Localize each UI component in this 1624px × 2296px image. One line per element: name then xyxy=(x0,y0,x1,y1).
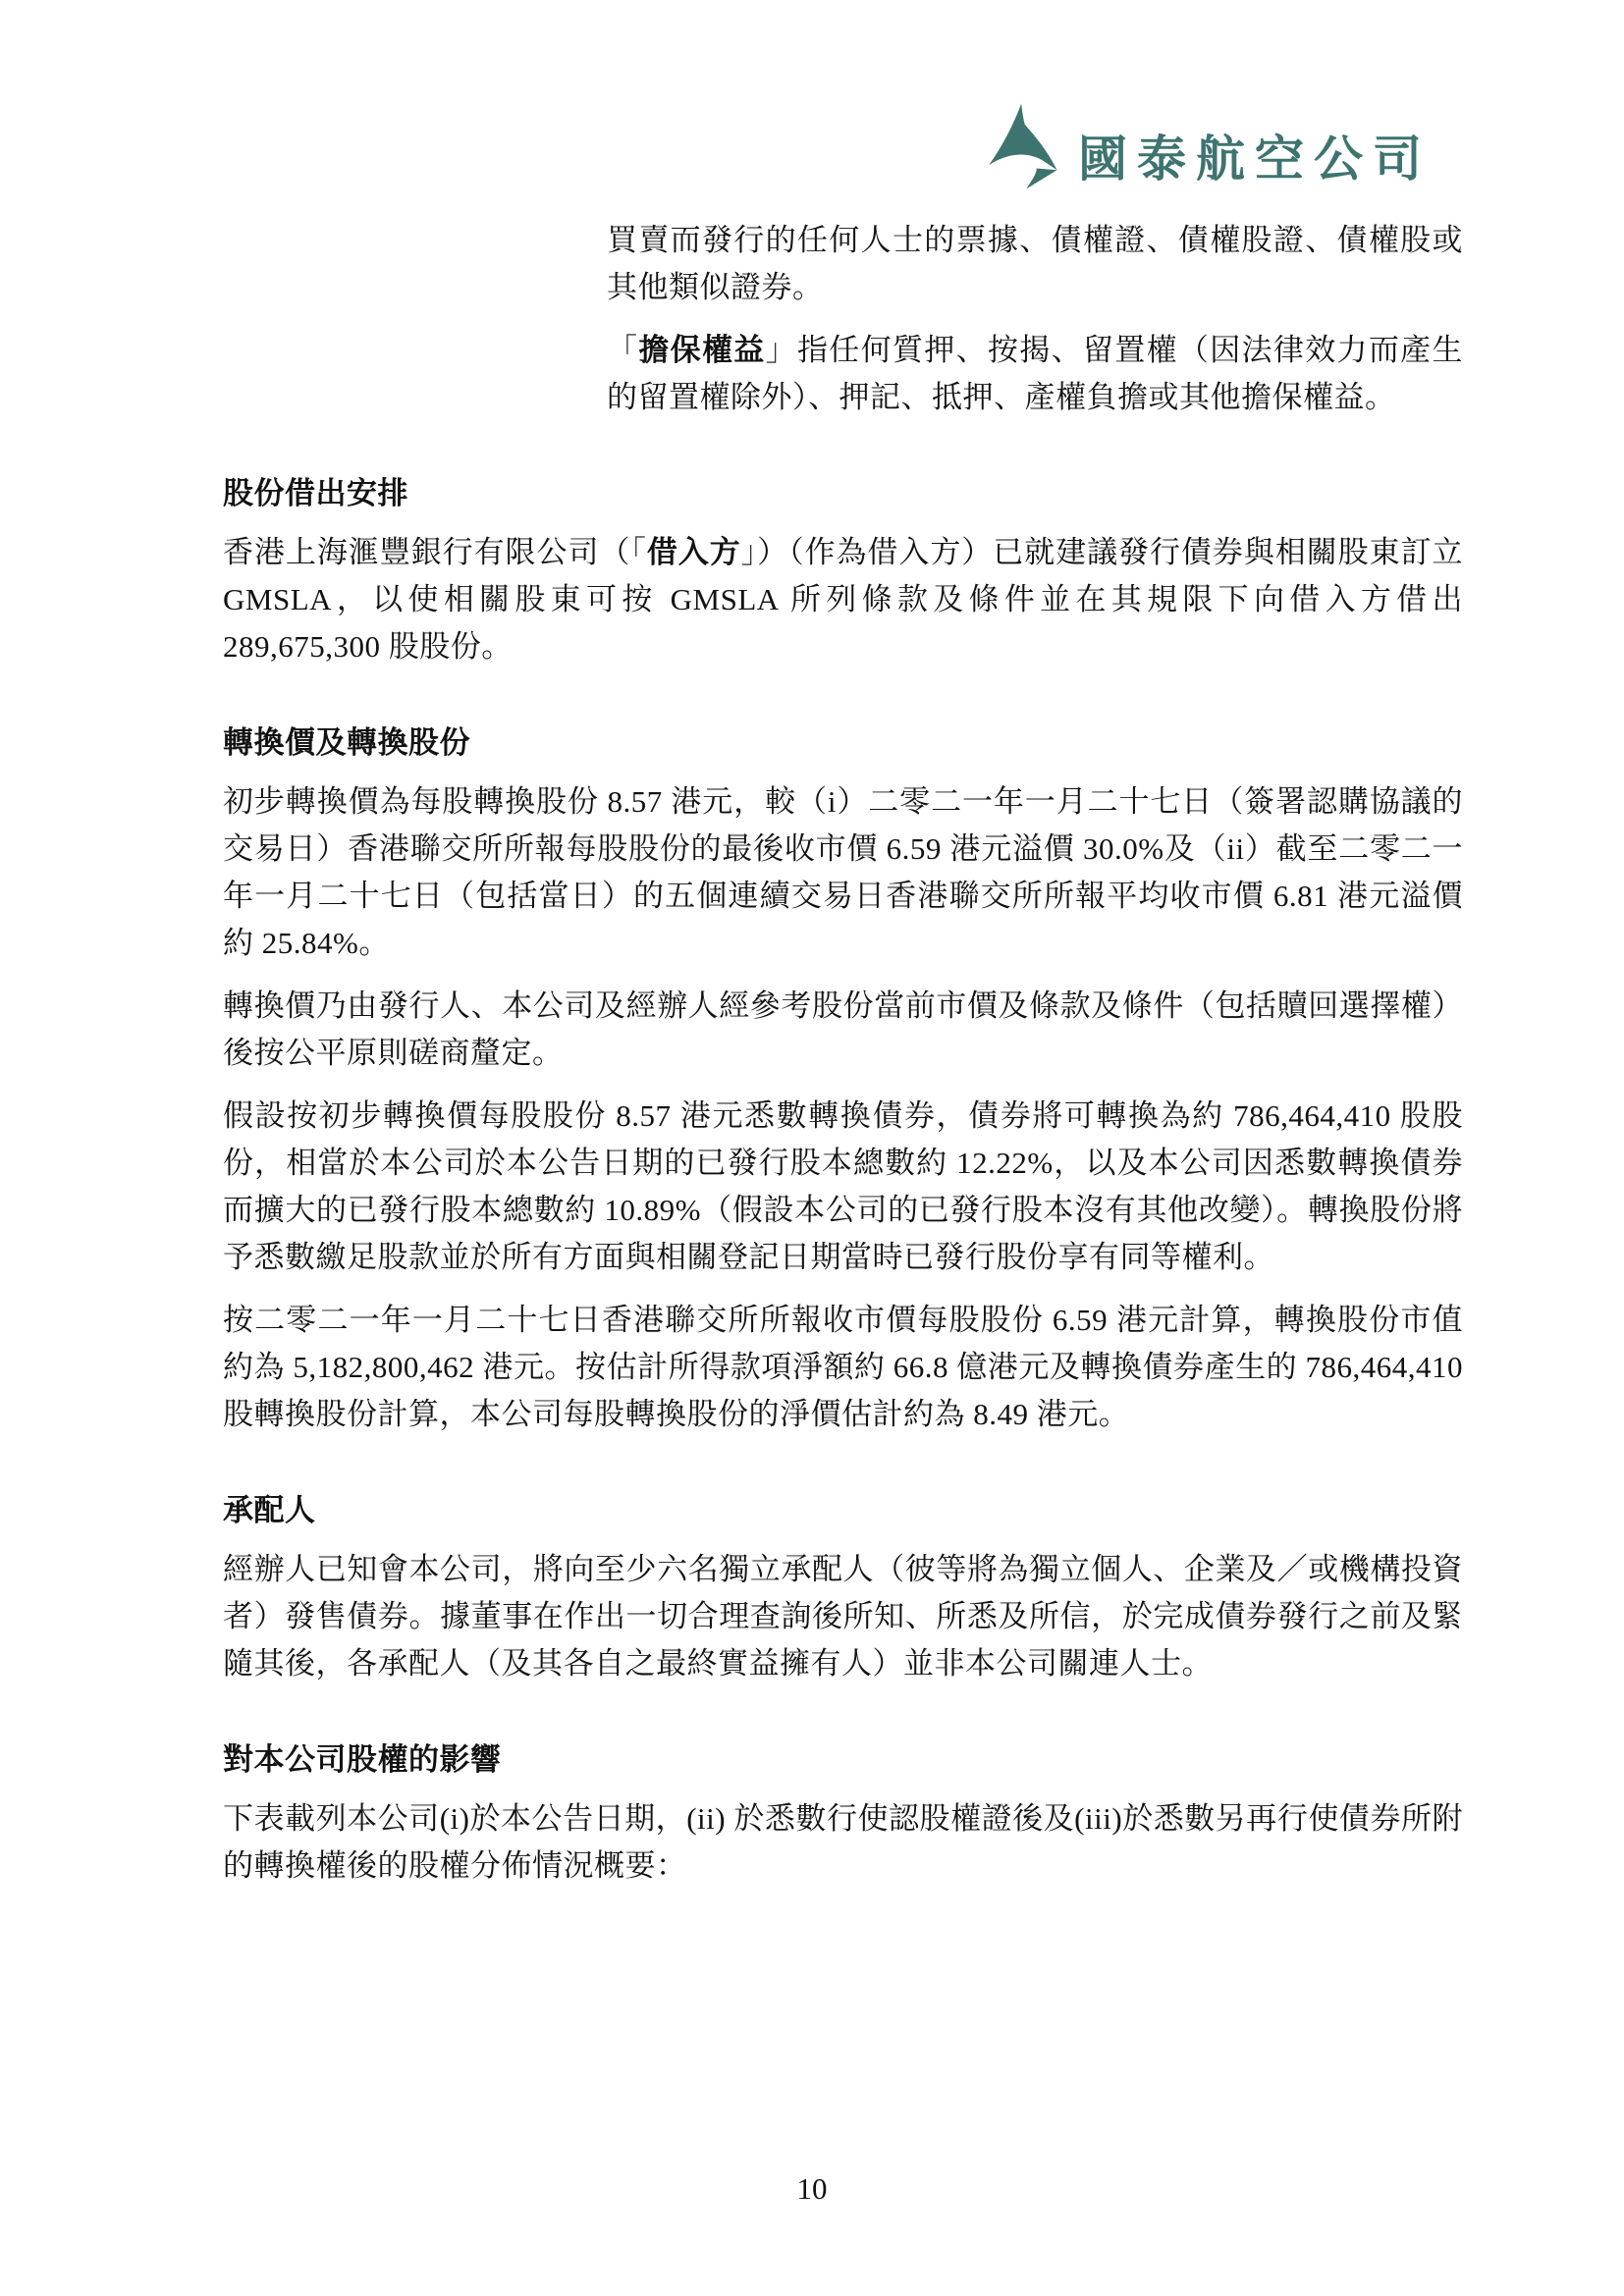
paragraph-conversion-1: 初步轉換價為每股轉換股份 8.57 港元，較（i）二零二一年一月二十七日（簽署認購協議的交易日）香港聯交所所報每股股份的最後收市價 6.59 港元溢價 30.0%及（ii）截至二零二一年一月二十七日（包括當日）的五個連續交易日香港聯交所所報平均收市價 6.81 港元溢價約 25.84%。 xyxy=(223,784,1463,960)
paragraph-conversion-2: 轉換價乃由發行人、本公司及經辦人經參考股份當前市價及條款及條件（包括贖回選擇權）後按公平原則磋商釐定。 xyxy=(223,988,1463,1070)
section-heading-share-lending: 股份借出安排 xyxy=(223,476,408,510)
company-logo xyxy=(984,103,1432,189)
text-run: 」）（作為借入方）已就建議發行債券與相關股東訂立 GMSLA，以使相關股東可按 GMSLA 所列條款及條件並在其規限下向借入方借出 289,675,300 股股份。 xyxy=(223,535,1464,664)
text-run: 」指任何質押、按揭、留置權（因法律效力而產生的留置權除外）、押記、抵押、產權負擔或其他擔保權益。 xyxy=(607,333,1464,414)
paragraph-placees: 經辦人已知會本公司，將向至少六名獨立承配人（彼等將為獨立個人、企業及／或機構投資者）發售債券。據董事在作出一切合理查詢後所知、所悉及所信，於完成債券發行之前及緊隨其後，各承配人（及其各自之最終實益擁有人）並非本公司關連人士。 xyxy=(223,1552,1463,1681)
text-run: 香港上海滙豐銀行有限公司（「 xyxy=(223,535,647,569)
brushwing-icon xyxy=(984,103,1060,189)
paragraph-conversion-3: 假設按初步轉換價每股股份 8.57 港元悉數轉換債券，債券將可轉換為約 786,464,410 股股份，相當於本公司於本公告日期的已發行股本總數約 12.22%，以及本公司因悉數轉換債券而擴大的已發行股本總數約 10.89%（假設本公司的已發行股本沒有其他改變）。轉換股份將予悉數繳足股款並於所有方面與相關登記日期當時已發行股份享有同等權利。 xyxy=(223,1098,1463,1274)
section-heading-shareholding-effect: 對本公司股權的影響 xyxy=(223,1742,502,1777)
section-heading-conversion-price: 轉換價及轉換股份 xyxy=(223,725,470,760)
text-run: 「 xyxy=(607,333,639,367)
paragraph-shareholding-effect: 下表載列本公司(i)於本公告日期，(ii) 於悉數行使認股權證後及(iii)於悉數另再行使債券所附的轉換權後的股權分佈情況概要： xyxy=(223,1801,1463,1883)
paragraph-share-lending xyxy=(223,529,1463,670)
document-body xyxy=(223,217,1463,1890)
defined-term-borrower: 借入方 xyxy=(646,535,741,569)
brand-wordmark: 國泰航空公司 xyxy=(1078,132,1432,187)
definition-paragraph-securities xyxy=(607,217,1463,311)
paragraph-conversion-4: 按二零二一年一月二十七日香港聯交所所報收市價每股股份 6.59 港元計算，轉換股份市值約為 5,182,800,462 港元。按估計所得款項淨額約 66.8 億港元及轉換債券產生的 786,464,410 股轉換股份計算，本公司每股轉換股份的淨價估計約為 8.49 港元。 xyxy=(223,1303,1463,1431)
defined-term-secured-interest: 擔保權益 xyxy=(638,333,766,367)
section-heading-placees: 承配人 xyxy=(223,1493,316,1527)
page-number: 10 xyxy=(796,2171,828,2206)
text-run: 買賣而發行的任何人士的票據、債權證、債權股證、債權股或其他類似證券。 xyxy=(607,223,1463,304)
definition-paragraph-secured-interest xyxy=(607,327,1463,421)
